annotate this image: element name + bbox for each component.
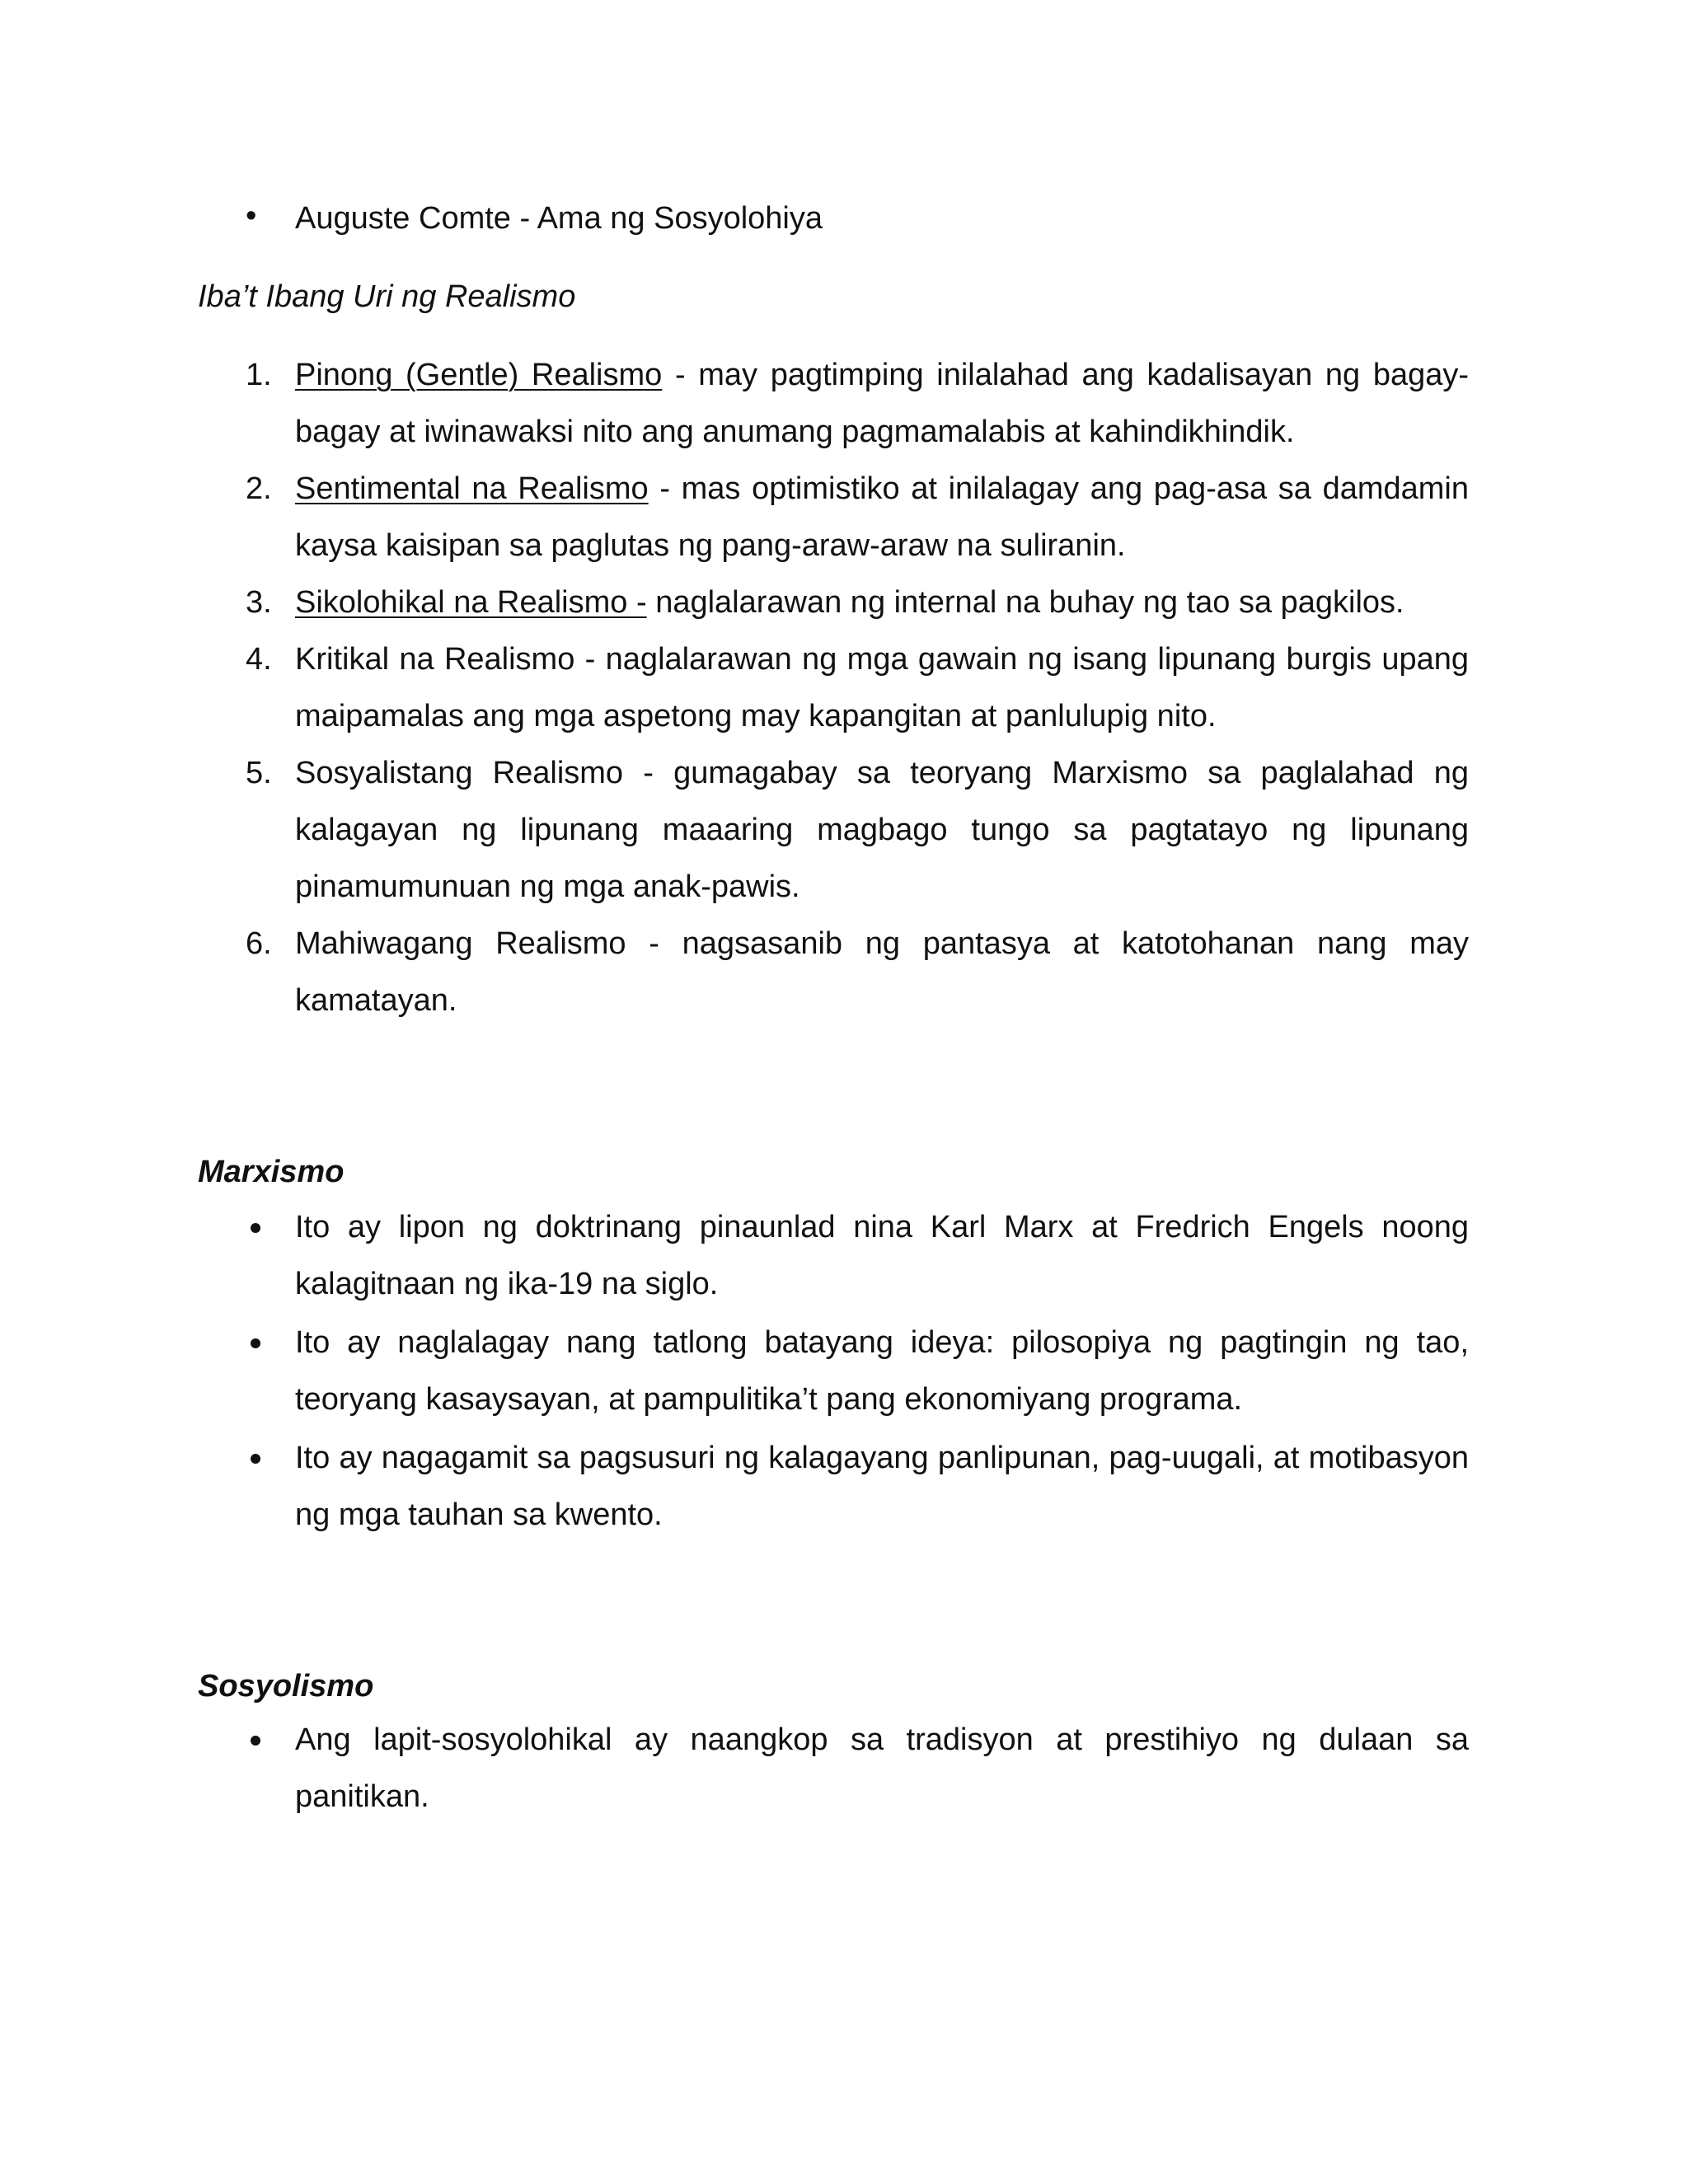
list-number: 3. <box>246 585 272 620</box>
marxismo-bullet: Ito ay nagagamit sa pagsusuri ng kalagayang panlipunan, pag-uugali, at motibasyon ng mga tauhan sa kwento. <box>295 1441 1469 1532</box>
marxismo-bullet: Ito ay naglalagay nang tatlong batayang ideya: pilosopiya ng pagtingin ng tao, teoryang kasaysayan, at pampulitika’t pang ekonomiyang programa. <box>295 1325 1469 1417</box>
bullet-marker <box>251 1338 260 1348</box>
realism-item-6: Mahiwagang Realismo - nagsasanib ng pantasya at katotohanan nang may kamatayan. <box>295 926 1469 1018</box>
marxismo-heading: Marxismo <box>198 1155 345 1189</box>
realism-item-3 <box>295 574 1469 631</box>
list-number: 4. <box>246 642 272 677</box>
realism-heading: Iba’t Ibang Uri ng Realismo <box>198 279 576 314</box>
realism-item-4: Kritikal na Realismo - naglalarawan ng mga gawain ng isang lipunang burgis upang maipamalas ang mga aspetong may kapangitan at panlulupig nito. <box>295 642 1469 733</box>
realism-term: Sikolohikal na Realismo - <box>295 585 647 620</box>
bullet-marker <box>251 1736 260 1746</box>
realism-description: - may pagtimping inilalahad ang kadalisayan ng bagay-bagay at iwinawaksi nito ang anumang pagmamalabis at kahindikhindik. <box>295 358 1470 449</box>
realism-item-5: Sosyalistang Realismo - gumagabay sa teoryang Marxismo sa paglalahad ng kalagayan ng lipunang maaaring magbago tungo sa pagtatayo ng lipunang pinamumunuan ng mga anak-pawis. <box>295 756 1469 904</box>
realism-term: Pinong (Gentle) Realismo <box>295 358 663 392</box>
bullet-marker <box>251 1454 260 1464</box>
list-number: 2. <box>246 471 272 506</box>
list-number: 6. <box>246 926 272 961</box>
realism-description: naglalarawan ng internal na buhay ng tao sa pagkilos. <box>646 585 1404 620</box>
sosyolismo-bullet: Ang lapit-sosyolohikal ay naangkop sa tradisyon at prestihiyo ng dulaan sa panitikan. <box>295 1722 1469 1814</box>
bullet-marker <box>251 1223 260 1233</box>
list-number: 5. <box>246 756 272 790</box>
bullet-marker: • <box>246 199 257 233</box>
realism-item-1 <box>295 347 1469 461</box>
list-number: 1. <box>246 358 272 392</box>
intro-bullet-text: Auguste Comte - Ama ng Sosyolohiya <box>295 201 823 236</box>
marxismo-bullet: Ito ay lipon ng doktrinang pinaunlad nina Karl Marx at Fredrich Engels noong kalagitnaan ng ika-19 na siglo. <box>295 1210 1469 1301</box>
realism-description: - mas optimistiko at inilalagay ang pag-asa sa damdamin kaysa kaisipan sa paglutas ng pang-araw-araw na suliranin. <box>295 471 1469 563</box>
realism-term: Sentimental na Realismo <box>295 471 649 506</box>
realism-item-2 <box>295 461 1469 574</box>
sosyolismo-heading: Sosyolismo <box>198 1669 374 1704</box>
